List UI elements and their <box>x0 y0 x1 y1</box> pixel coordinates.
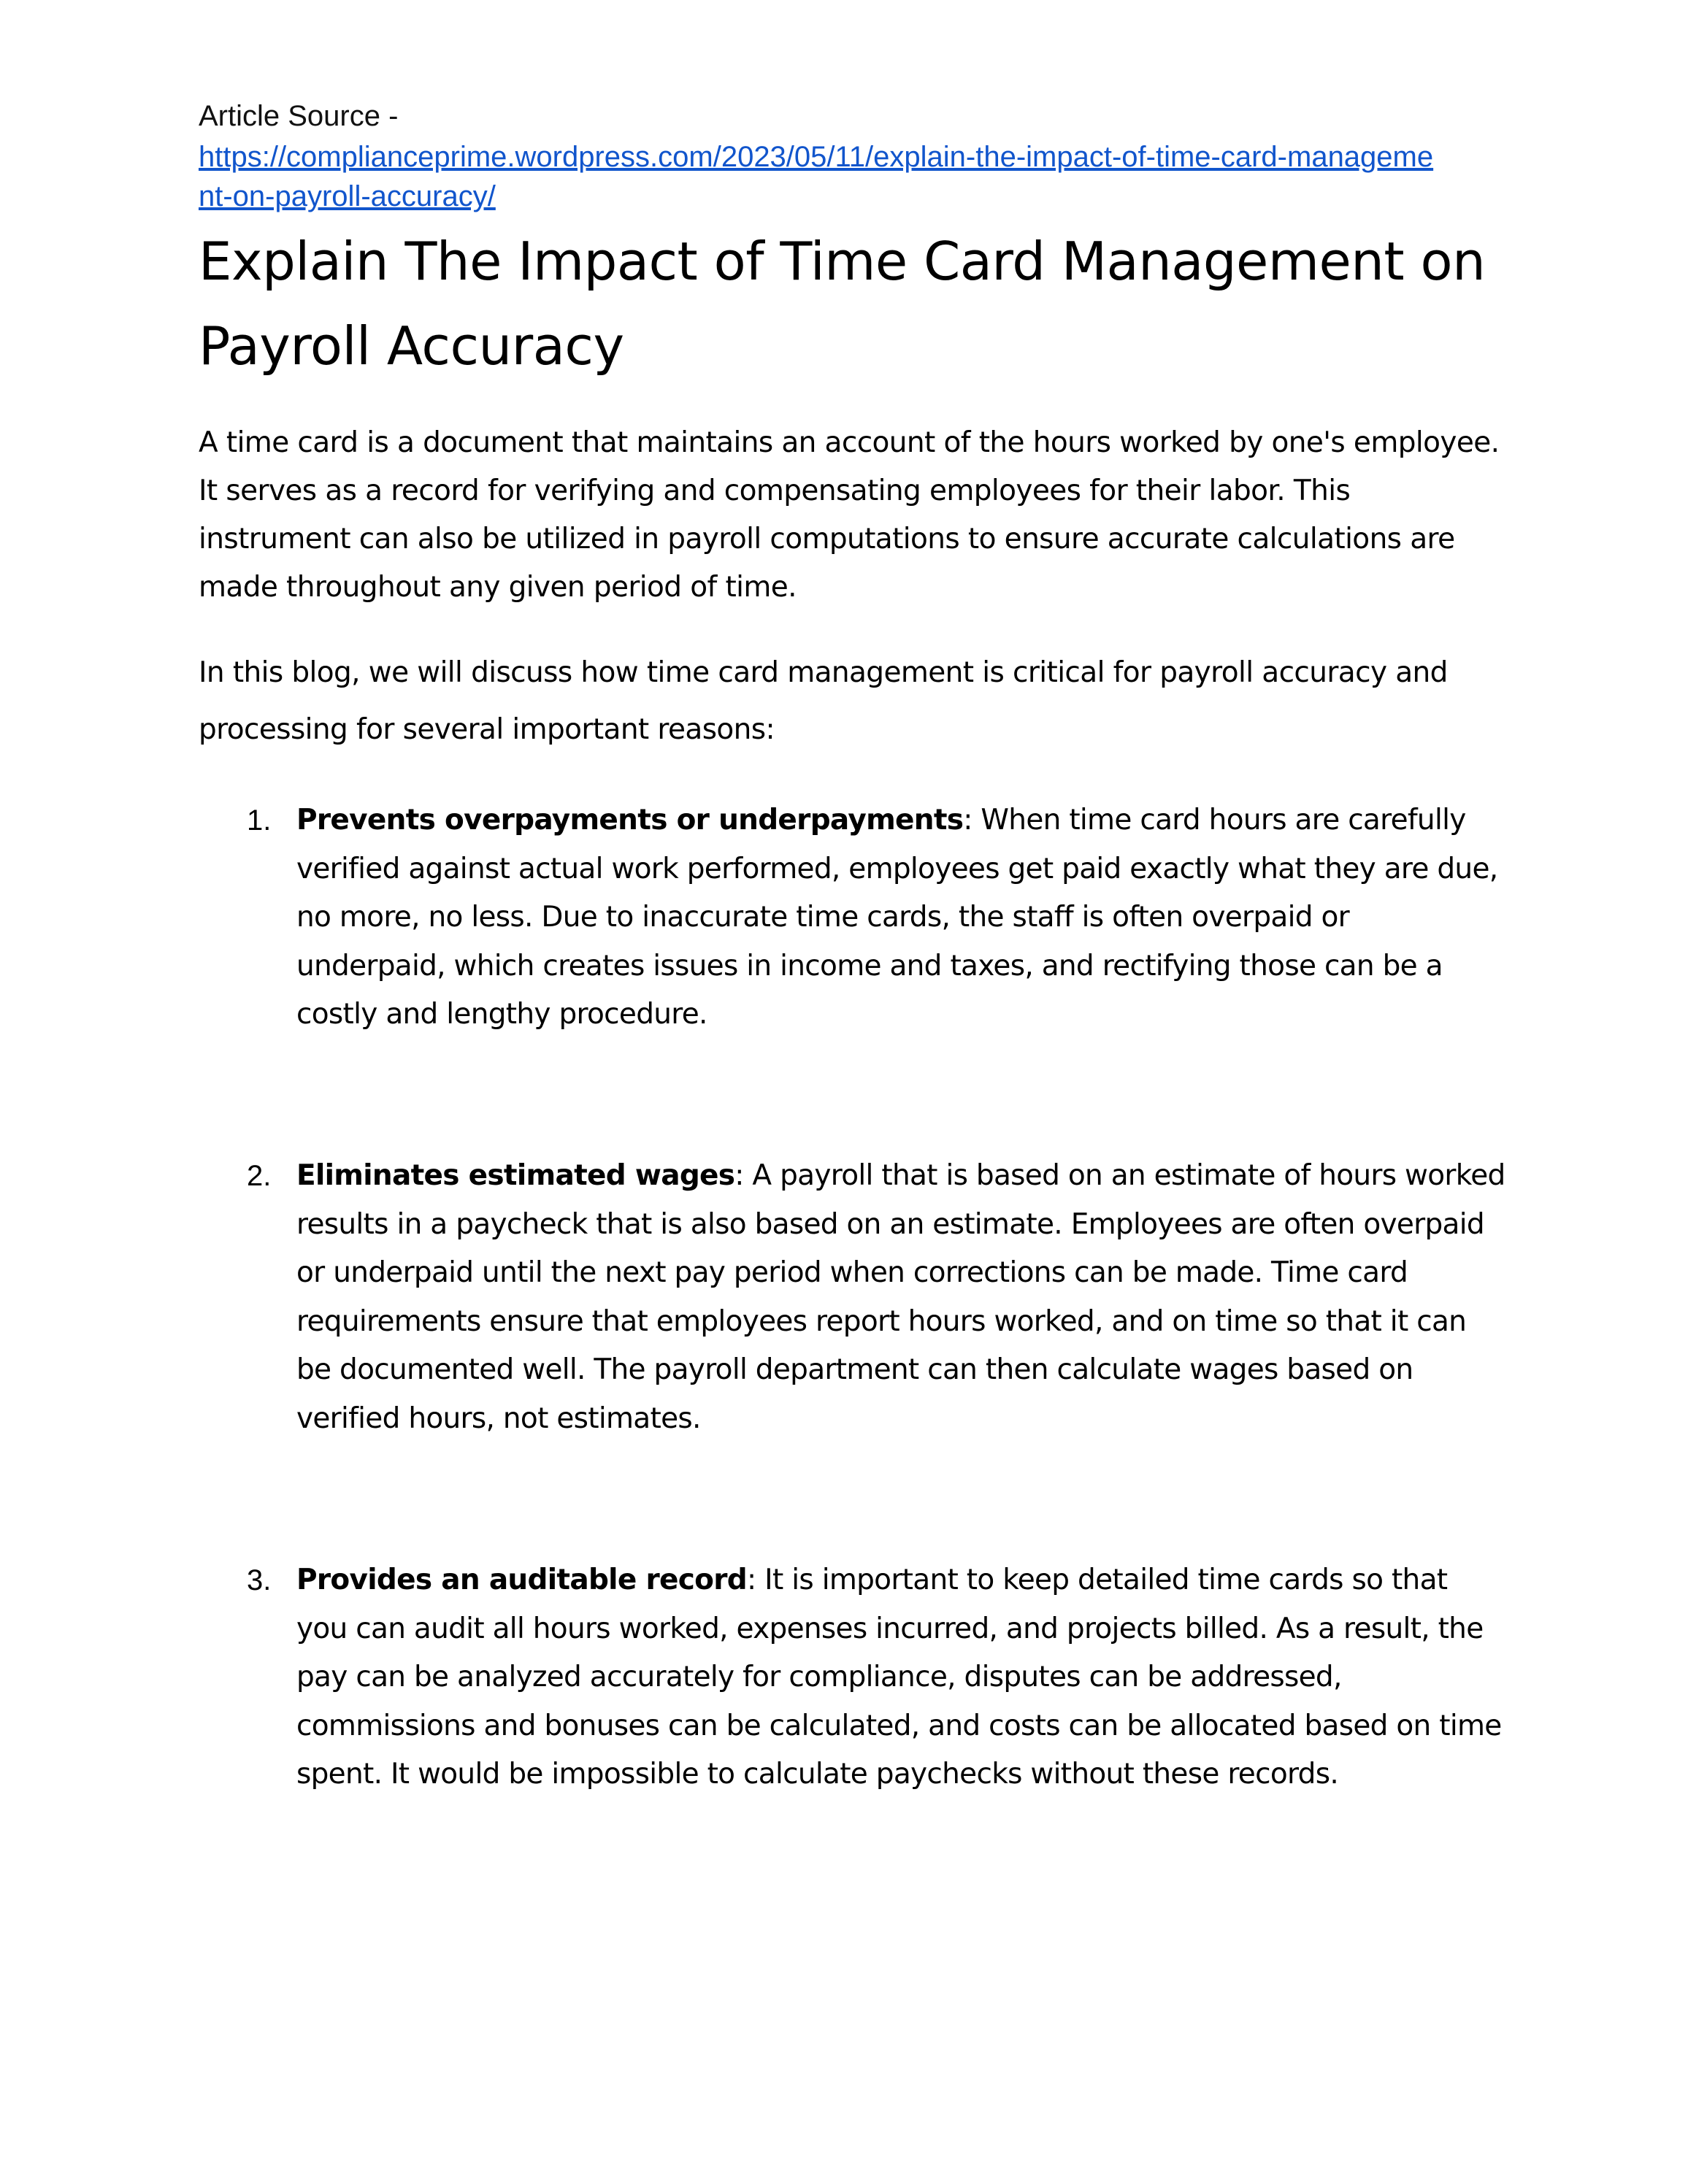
intro-paragraph: A time card is a document that maintains an account of the hours worked by one's employee. It serves as a record for verifying and compensating employees for their labor. This instrument can also be utilized in payroll computations to ensure accurate calculations are made throughout any given period of time. <box>199 426 1500 604</box>
list-item-text: : It is important to keep detailed time cards so that you can audit all hours worked, expenses incurred, and projects billed. As a result, the pay can be analyzed accurately for compliance, disputes can be addressed, commissions and bonuses can be calculated, and costs can be allocated based on time spent. It would be impossible to calculate paychecks without these records. <box>296 1564 1502 1791</box>
list-item-body <box>296 1556 1505 1799</box>
list-item-number: 1. <box>247 804 272 837</box>
list-item-body <box>296 1152 1505 1443</box>
article-source-link-line-2[interactable]: nt-on-payroll-accuracy/ <box>199 180 496 212</box>
blog-intro-paragraph: In this blog, we will discuss how time card management is critical for payroll accuracy and processing for several important reasons: <box>199 656 1448 746</box>
list-item-text: : When time card hours are carefully verified against actual work performed, employees get paid exactly what they are due, no more, no less. Due to inaccurate time cards, the staff is often overpaid or underpaid, which creates issues in income and taxes, and rectifying those can be a costly and lengthy procedure. <box>296 804 1498 1031</box>
list-item-title: Eliminates estimated wages <box>296 1159 735 1192</box>
list-item-number: 3. <box>247 1564 272 1596</box>
list-item-number: 2. <box>247 1160 272 1192</box>
article-source-link-line-1[interactable]: https://complianceprime.wordpress.com/2023/05/11/explain-the-impact-of-time-card-manageme <box>199 141 1434 173</box>
list-item-body <box>296 796 1505 1039</box>
page-title: Explain The Impact of Time Card Management on Payroll Accuracy <box>199 231 1486 377</box>
article-source-link[interactable] <box>199 137 1491 216</box>
list-item-title: Provides an auditable record <box>296 1564 748 1596</box>
list-item-text: : A payroll that is based on an estimate of hours worked results in a paycheck that is also based on an estimate. Employees are often overpaid or underpaid until the next pay period when corrections can be made. Time card requirements ensure that employees report hours worked, and on time so that it can be documented well. The payroll department can then calculate wages based on verified hours, not estimates. <box>296 1159 1505 1435</box>
article-source-label: Article Source - <box>199 100 399 132</box>
list-item-title: Prevents overpayments or underpayments <box>296 804 964 837</box>
